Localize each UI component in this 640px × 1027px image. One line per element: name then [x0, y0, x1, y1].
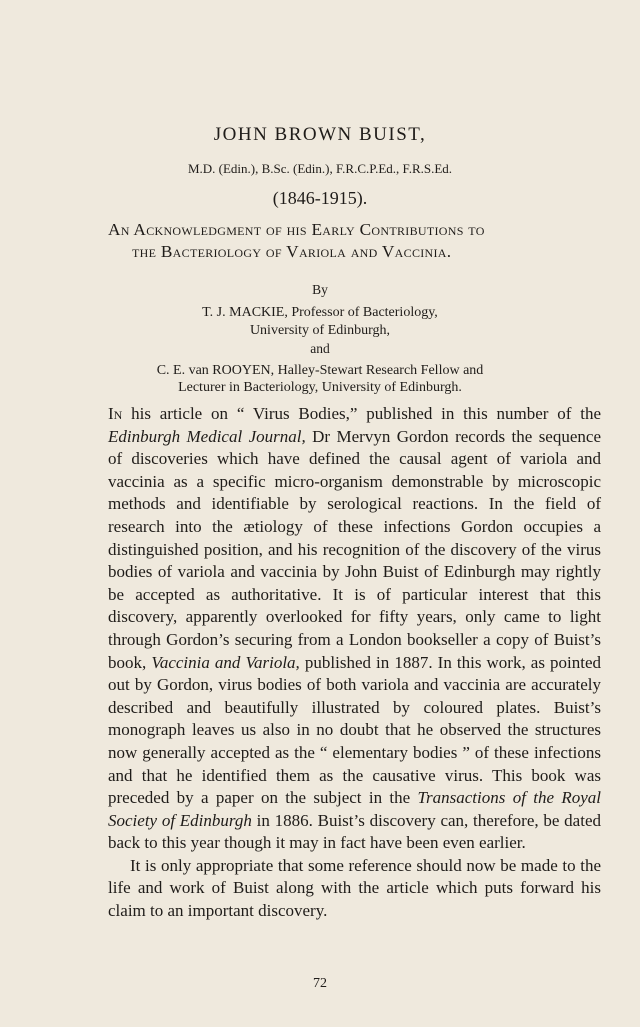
author-1-line-1: T. J. MACKIE, Professor of Bacteriology, [202, 305, 438, 320]
author-2-line-2: Lecturer in Bacteriology, University of Edinburgh. [178, 380, 462, 395]
body-p1-transactions-title: Transactions of the Royal Society of Edinburgh [108, 788, 601, 830]
body-paragraph-1 [108, 403, 601, 855]
byline-and: and [310, 341, 330, 356]
body-p1-book-title: Vaccinia and Variola, [151, 652, 300, 672]
article-body [108, 403, 601, 923]
article-title-line-1: An Acknowledgment of his Early Contributions to [108, 220, 485, 239]
heading-name: JOHN BROWN BUIST, [213, 124, 427, 145]
body-p1-text-c: published in 1887. In this work, as pointed out by Gordon, virus bodies of both variola and vaccinia are accurately described and beautifully illustrated by coloured plates. Buist’s monograph leaves us also in no doubt that he observed the structures now generally accepted as the “ elementary bodies ” of these infections and that he identified them as the causative virus. This book was preceded by a paper on the subject in the [108, 652, 601, 808]
authors-block [0, 304, 640, 397]
body-p1-text-d: in 1886. Buist’s discovery can, therefore, be dated back to this year though it may in fact have been even earlier. [108, 810, 601, 853]
byline-by: By [312, 282, 328, 297]
body-p1-text-a: his article on “ Virus Bodies,” published in this number of the [122, 404, 601, 423]
article-title-line-2: the Bacteriology of Variola and Vaccinia. [132, 242, 452, 261]
body-paragraph-2: It is only appropriate that some reference should now be made to the life and work of Buist along with the article which puts forward his claim to an important discovery. [108, 855, 601, 921]
page-number: 72 [313, 976, 327, 991]
body-p1-journal-title: Edinburgh Medical Journal, [108, 426, 306, 446]
body-p1-text-b: Dr Mervyn Gordon records the sequence of discoveries which have defined the causal agent of variola and vaccinia as a specific micro-organism demonstrable by microscopic methods and identifiable by serological reactions. In the field of research into the ætiology of these infections Gordon occupies a distinguished position, and his recognition of the discovery of the virus bodies of variola and vaccinia by John Buist of Edinburgh may rightly be accepted as authoritative. It is of particular interest that this discovery, apparently overlooked for fifty years, only came to light through Gordon’s securing from a London bookseller a copy of Buist’s book, [108, 426, 601, 672]
author-2-line-1: C. E. van ROOYEN, Halley-Stewart Research Fellow and [156, 362, 484, 378]
body-p1-opening-word: In [108, 404, 123, 423]
heading-dates: (1846-1915). [272, 188, 368, 208]
author-1-line-2: University of Edinburgh, [249, 322, 391, 338]
heading-degrees: M.D. (Edin.), B.Sc. (Edin.), F.R.C.P.Ed., F.R.S.Ed. [187, 161, 453, 176]
article-title [108, 219, 608, 263]
